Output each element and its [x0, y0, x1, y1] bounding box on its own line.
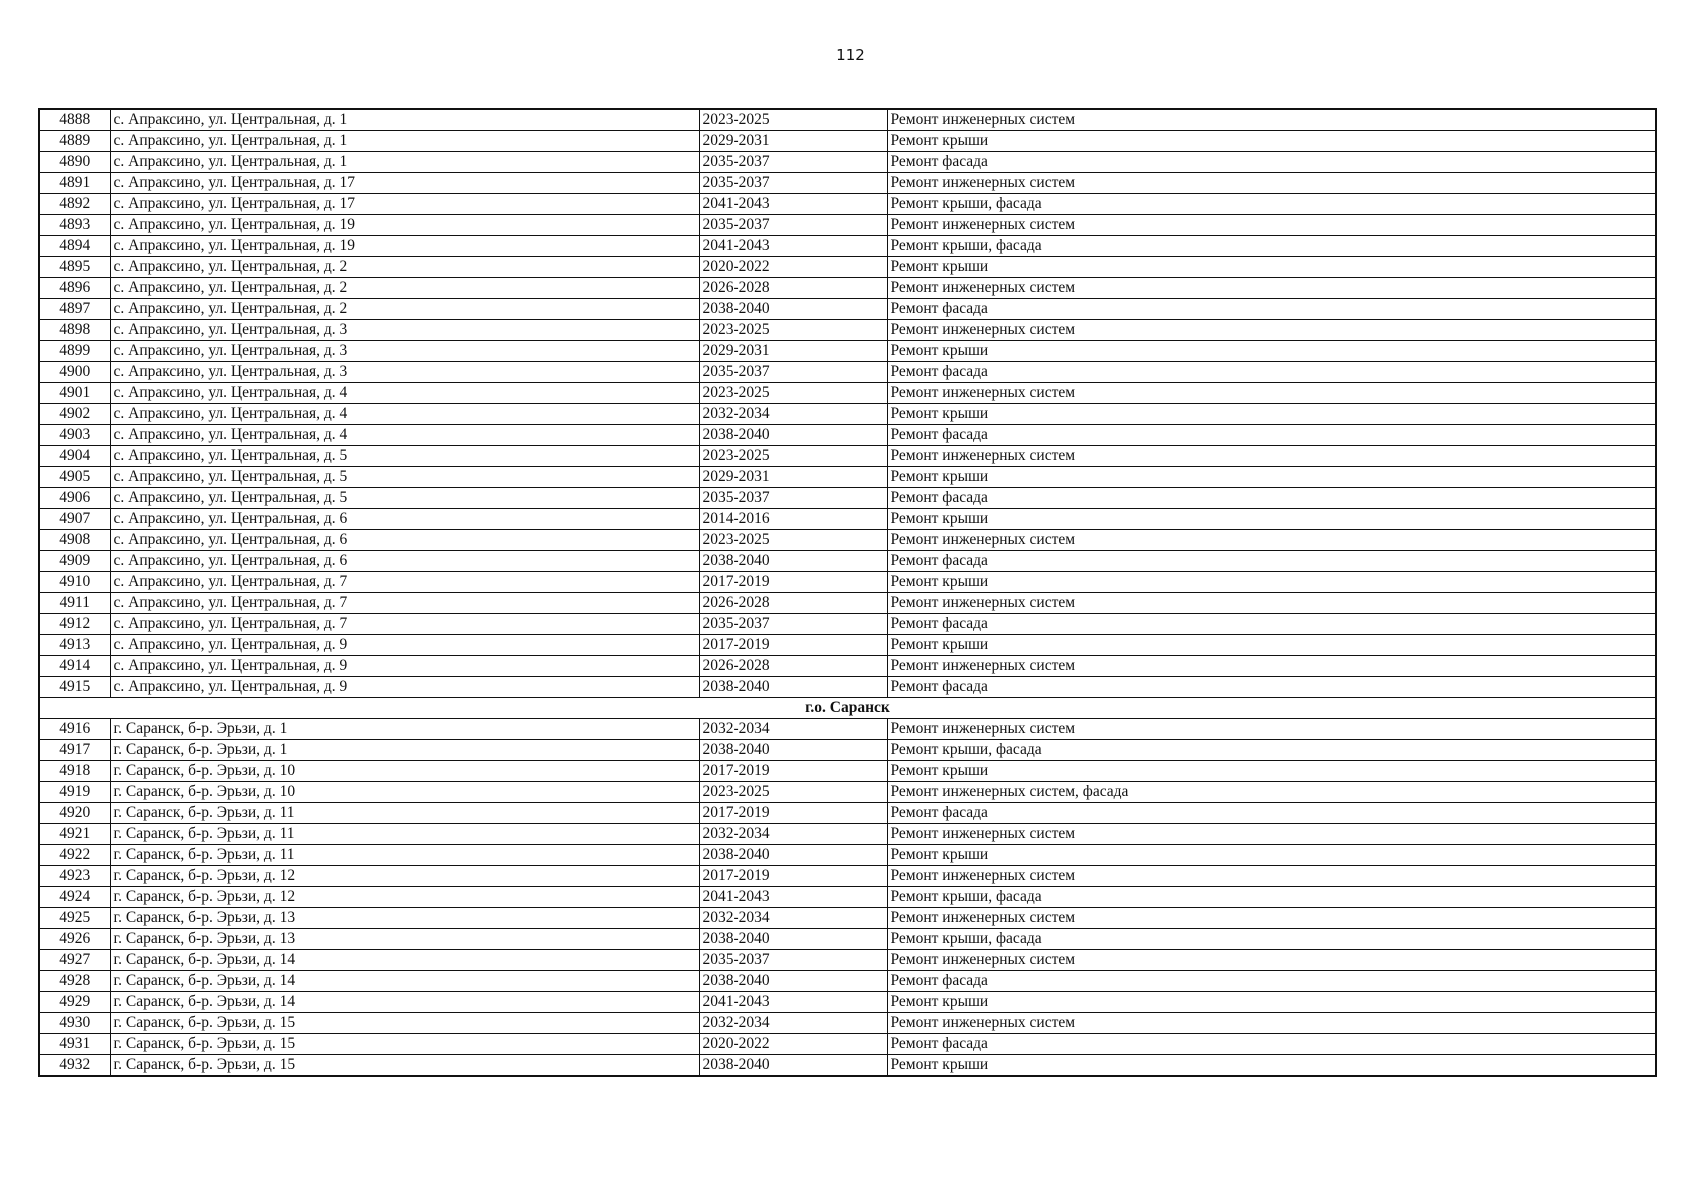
- work-type-cell: Ремонт крыши: [887, 404, 1656, 425]
- row-number-cell: 4908: [39, 530, 110, 551]
- address-cell: г. Саранск, б-р. Эрьзи, д. 14: [110, 971, 699, 992]
- table-row: [39, 299, 1656, 320]
- address-cell: г. Саранск, б-р. Эрьзи, д. 13: [110, 908, 699, 929]
- address-cell: с. Апраксино, ул. Центральная, д. 17: [110, 194, 699, 215]
- row-number-cell: 4889: [39, 131, 110, 152]
- period-cell: 2029-2031: [699, 467, 887, 488]
- row-number-cell: 4917: [39, 740, 110, 761]
- period-cell: 2041-2043: [699, 992, 887, 1013]
- table-row: [39, 635, 1656, 656]
- address-cell: г. Саранск, б-р. Эрьзи, д. 12: [110, 866, 699, 887]
- period-cell: 2038-2040: [699, 845, 887, 866]
- period-cell: 2035-2037: [699, 362, 887, 383]
- address-cell: с. Апраксино, ул. Центральная, д. 9: [110, 635, 699, 656]
- work-type-cell: Ремонт крыши: [887, 635, 1656, 656]
- table-row: [39, 530, 1656, 551]
- table-body: [39, 109, 1656, 1076]
- work-type-cell: Ремонт фасада: [887, 614, 1656, 635]
- work-type-cell: Ремонт крыши: [887, 992, 1656, 1013]
- table-row: [39, 488, 1656, 509]
- work-type-cell: Ремонт крыши: [887, 572, 1656, 593]
- table-row: [39, 152, 1656, 173]
- row-number-cell: 4894: [39, 236, 110, 257]
- table-row: [39, 992, 1656, 1013]
- row-number-cell: 4899: [39, 341, 110, 362]
- period-cell: 2020-2022: [699, 1034, 887, 1055]
- period-cell: 2026-2028: [699, 656, 887, 677]
- address-cell: г. Саранск, б-р. Эрьзи, д. 15: [110, 1013, 699, 1034]
- row-number-cell: 4892: [39, 194, 110, 215]
- capital-repair-table: [38, 108, 1657, 1077]
- row-number-cell: 4890: [39, 152, 110, 173]
- work-type-cell: Ремонт фасада: [887, 1034, 1656, 1055]
- row-number-cell: 4928: [39, 971, 110, 992]
- row-number-cell: 4930: [39, 1013, 110, 1034]
- row-number-cell: 4929: [39, 992, 110, 1013]
- period-cell: 2029-2031: [699, 341, 887, 362]
- address-cell: с. Апраксино, ул. Центральная, д. 4: [110, 404, 699, 425]
- address-cell: с. Апраксино, ул. Центральная, д. 7: [110, 572, 699, 593]
- table-row: [39, 614, 1656, 635]
- work-type-cell: Ремонт инженерных систем: [887, 719, 1656, 740]
- table-row: [39, 320, 1656, 341]
- address-cell: г. Саранск, б-р. Эрьзи, д. 15: [110, 1055, 699, 1077]
- table-row: [39, 109, 1656, 131]
- address-cell: с. Апраксино, ул. Центральная, д. 2: [110, 257, 699, 278]
- row-number-cell: 4912: [39, 614, 110, 635]
- row-number-cell: 4893: [39, 215, 110, 236]
- work-type-cell: Ремонт крыши, фасада: [887, 194, 1656, 215]
- period-cell: 2026-2028: [699, 593, 887, 614]
- period-cell: 2032-2034: [699, 824, 887, 845]
- period-cell: 2014-2016: [699, 509, 887, 530]
- address-cell: с. Апраксино, ул. Центральная, д. 4: [110, 383, 699, 404]
- work-type-cell: Ремонт инженерных систем: [887, 215, 1656, 236]
- address-cell: г. Саранск, б-р. Эрьзи, д. 14: [110, 950, 699, 971]
- table-row: [39, 278, 1656, 299]
- table-row: [39, 782, 1656, 803]
- row-number-cell: 4911: [39, 593, 110, 614]
- work-type-cell: Ремонт инженерных систем: [887, 109, 1656, 131]
- row-number-cell: 4927: [39, 950, 110, 971]
- row-number-cell: 4897: [39, 299, 110, 320]
- table-row: [39, 341, 1656, 362]
- address-cell: с. Апраксино, ул. Центральная, д. 5: [110, 488, 699, 509]
- row-number-cell: 4931: [39, 1034, 110, 1055]
- table-row: [39, 656, 1656, 677]
- work-type-cell: Ремонт крыши: [887, 1055, 1656, 1077]
- table-row: [39, 887, 1656, 908]
- address-cell: г. Саранск, б-р. Эрьзи, д. 11: [110, 845, 699, 866]
- table-row: [39, 866, 1656, 887]
- period-cell: 2017-2019: [699, 635, 887, 656]
- work-type-cell: Ремонт крыши, фасада: [887, 929, 1656, 950]
- work-type-cell: Ремонт фасада: [887, 677, 1656, 698]
- row-number-cell: 4900: [39, 362, 110, 383]
- row-number-cell: 4915: [39, 677, 110, 698]
- address-cell: с. Апраксино, ул. Центральная, д. 17: [110, 173, 699, 194]
- address-cell: с. Апраксино, ул. Центральная, д. 3: [110, 320, 699, 341]
- row-number-cell: 4918: [39, 761, 110, 782]
- address-cell: с. Апраксино, ул. Центральная, д. 9: [110, 656, 699, 677]
- row-number-cell: 4905: [39, 467, 110, 488]
- address-cell: с. Апраксино, ул. Центральная, д. 1: [110, 152, 699, 173]
- row-number-cell: 4910: [39, 572, 110, 593]
- row-number-cell: 4909: [39, 551, 110, 572]
- work-type-cell: Ремонт фасада: [887, 299, 1656, 320]
- address-cell: с. Апраксино, ул. Центральная, д. 2: [110, 299, 699, 320]
- work-type-cell: Ремонт фасада: [887, 362, 1656, 383]
- table-row: [39, 761, 1656, 782]
- period-cell: 2023-2025: [699, 383, 887, 404]
- row-number-cell: 4906: [39, 488, 110, 509]
- period-cell: 2032-2034: [699, 404, 887, 425]
- row-number-cell: 4913: [39, 635, 110, 656]
- period-cell: 2023-2025: [699, 446, 887, 467]
- period-cell: 2035-2037: [699, 488, 887, 509]
- row-number-cell: 4898: [39, 320, 110, 341]
- address-cell: с. Апраксино, ул. Центральная, д. 1: [110, 131, 699, 152]
- table-row: [39, 740, 1656, 761]
- period-cell: 2038-2040: [699, 929, 887, 950]
- row-number-cell: 4904: [39, 446, 110, 467]
- work-type-cell: Ремонт инженерных систем, фасада: [887, 782, 1656, 803]
- address-cell: г. Саранск, б-р. Эрьзи, д. 13: [110, 929, 699, 950]
- row-number-cell: 4888: [39, 109, 110, 131]
- period-cell: 2035-2037: [699, 614, 887, 635]
- table-row: [39, 719, 1656, 740]
- row-number-cell: 4907: [39, 509, 110, 530]
- table-row: [39, 593, 1656, 614]
- work-type-cell: Ремонт крыши: [887, 509, 1656, 530]
- section-title: г.о. Саранск: [39, 698, 1656, 719]
- address-cell: с. Апраксино, ул. Центральная, д. 1: [110, 109, 699, 131]
- page-number: 112: [836, 46, 865, 64]
- row-number-cell: 4896: [39, 278, 110, 299]
- period-cell: 2038-2040: [699, 740, 887, 761]
- address-cell: г. Саранск, б-р. Эрьзи, д. 1: [110, 740, 699, 761]
- table-row: [39, 425, 1656, 446]
- table-row: [39, 908, 1656, 929]
- work-type-cell: Ремонт инженерных систем: [887, 824, 1656, 845]
- address-cell: с. Апраксино, ул. Центральная, д. 7: [110, 593, 699, 614]
- work-type-cell: Ремонт крыши, фасада: [887, 740, 1656, 761]
- period-cell: 2038-2040: [699, 677, 887, 698]
- row-number-cell: 4902: [39, 404, 110, 425]
- work-type-cell: Ремонт крыши: [887, 257, 1656, 278]
- table-row: [39, 803, 1656, 824]
- work-type-cell: Ремонт инженерных систем: [887, 908, 1656, 929]
- row-number-cell: 4922: [39, 845, 110, 866]
- table-row: [39, 362, 1656, 383]
- table-row: [39, 194, 1656, 215]
- row-number-cell: 4925: [39, 908, 110, 929]
- address-cell: г. Саранск, б-р. Эрьзи, д. 15: [110, 1034, 699, 1055]
- work-type-cell: Ремонт фасада: [887, 152, 1656, 173]
- period-cell: 2035-2037: [699, 152, 887, 173]
- period-cell: 2023-2025: [699, 109, 887, 131]
- row-number-cell: 4916: [39, 719, 110, 740]
- period-cell: 2029-2031: [699, 131, 887, 152]
- work-type-cell: Ремонт крыши, фасада: [887, 887, 1656, 908]
- work-type-cell: Ремонт инженерных систем: [887, 320, 1656, 341]
- table-row: [39, 404, 1656, 425]
- row-number-cell: 4919: [39, 782, 110, 803]
- work-type-cell: Ремонт фасада: [887, 803, 1656, 824]
- period-cell: 2041-2043: [699, 887, 887, 908]
- period-cell: 2020-2022: [699, 257, 887, 278]
- period-cell: 2038-2040: [699, 1055, 887, 1077]
- work-type-cell: Ремонт инженерных систем: [887, 866, 1656, 887]
- address-cell: г. Саранск, б-р. Эрьзи, д. 12: [110, 887, 699, 908]
- address-cell: с. Апраксино, ул. Центральная, д. 7: [110, 614, 699, 635]
- work-type-cell: Ремонт крыши: [887, 467, 1656, 488]
- work-type-cell: Ремонт фасада: [887, 425, 1656, 446]
- period-cell: 2032-2034: [699, 908, 887, 929]
- table-row: [39, 971, 1656, 992]
- address-cell: г. Саранск, б-р. Эрьзи, д. 11: [110, 824, 699, 845]
- work-type-cell: Ремонт фасада: [887, 488, 1656, 509]
- period-cell: 2017-2019: [699, 803, 887, 824]
- work-type-cell: Ремонт крыши: [887, 341, 1656, 362]
- row-number-cell: 4891: [39, 173, 110, 194]
- period-cell: 2032-2034: [699, 1013, 887, 1034]
- table-row: [39, 551, 1656, 572]
- address-cell: с. Апраксино, ул. Центральная, д. 6: [110, 551, 699, 572]
- row-number-cell: 4920: [39, 803, 110, 824]
- period-cell: 2017-2019: [699, 866, 887, 887]
- address-cell: с. Апраксино, ул. Центральная, д. 19: [110, 215, 699, 236]
- address-cell: с. Апраксино, ул. Центральная, д. 5: [110, 467, 699, 488]
- period-cell: 2017-2019: [699, 572, 887, 593]
- work-type-cell: Ремонт инженерных систем: [887, 950, 1656, 971]
- row-number-cell: 4914: [39, 656, 110, 677]
- period-cell: 2041-2043: [699, 236, 887, 257]
- period-cell: 2023-2025: [699, 530, 887, 551]
- period-cell: 2038-2040: [699, 299, 887, 320]
- work-type-cell: Ремонт фасада: [887, 551, 1656, 572]
- table-row: [39, 1034, 1656, 1055]
- period-cell: 2026-2028: [699, 278, 887, 299]
- address-cell: г. Саранск, б-р. Эрьзи, д. 11: [110, 803, 699, 824]
- period-cell: 2038-2040: [699, 971, 887, 992]
- table-row: [39, 1055, 1656, 1077]
- row-number-cell: 4921: [39, 824, 110, 845]
- period-cell: 2038-2040: [699, 425, 887, 446]
- address-cell: с. Апраксино, ул. Центральная, д. 6: [110, 530, 699, 551]
- address-cell: с. Апраксино, ул. Центральная, д. 19: [110, 236, 699, 257]
- table-row: [39, 572, 1656, 593]
- table-row: [39, 215, 1656, 236]
- address-cell: с. Апраксино, ул. Центральная, д. 5: [110, 446, 699, 467]
- work-type-cell: Ремонт фасада: [887, 971, 1656, 992]
- address-cell: с. Апраксино, ул. Центральная, д. 6: [110, 509, 699, 530]
- table-row: [39, 446, 1656, 467]
- period-cell: 2017-2019: [699, 761, 887, 782]
- row-number-cell: 4901: [39, 383, 110, 404]
- address-cell: г. Саранск, б-р. Эрьзи, д. 10: [110, 761, 699, 782]
- period-cell: 2023-2025: [699, 782, 887, 803]
- period-cell: 2041-2043: [699, 194, 887, 215]
- work-type-cell: Ремонт крыши: [887, 131, 1656, 152]
- table-row: [39, 467, 1656, 488]
- table-row: [39, 509, 1656, 530]
- address-cell: с. Апраксино, ул. Центральная, д. 9: [110, 677, 699, 698]
- work-type-cell: Ремонт крыши: [887, 845, 1656, 866]
- address-cell: с. Апраксино, ул. Центральная, д. 3: [110, 341, 699, 362]
- work-type-cell: Ремонт инженерных систем: [887, 656, 1656, 677]
- table-row: [39, 383, 1656, 404]
- address-cell: с. Апраксино, ул. Центральная, д. 2: [110, 278, 699, 299]
- work-type-cell: Ремонт крыши, фасада: [887, 236, 1656, 257]
- work-type-cell: Ремонт инженерных систем: [887, 383, 1656, 404]
- work-type-cell: Ремонт инженерных систем: [887, 278, 1656, 299]
- work-type-cell: Ремонт инженерных систем: [887, 530, 1656, 551]
- address-cell: г. Саранск, б-р. Эрьзи, д. 10: [110, 782, 699, 803]
- work-type-cell: Ремонт инженерных систем: [887, 173, 1656, 194]
- work-type-cell: Ремонт инженерных систем: [887, 1013, 1656, 1034]
- table-row: [39, 929, 1656, 950]
- work-type-cell: Ремонт крыши: [887, 761, 1656, 782]
- table-row: [39, 236, 1656, 257]
- period-cell: 2035-2037: [699, 950, 887, 971]
- row-number-cell: 4924: [39, 887, 110, 908]
- period-cell: 2035-2037: [699, 215, 887, 236]
- period-cell: 2035-2037: [699, 173, 887, 194]
- table-row: [39, 173, 1656, 194]
- period-cell: 2038-2040: [699, 551, 887, 572]
- address-cell: с. Апраксино, ул. Центральная, д. 3: [110, 362, 699, 383]
- address-cell: г. Саранск, б-р. Эрьзи, д. 1: [110, 719, 699, 740]
- row-number-cell: 4926: [39, 929, 110, 950]
- table-row: [39, 257, 1656, 278]
- table-row: [39, 950, 1656, 971]
- row-number-cell: 4923: [39, 866, 110, 887]
- table-row: [39, 677, 1656, 698]
- row-number-cell: 4895: [39, 257, 110, 278]
- work-type-cell: Ремонт инженерных систем: [887, 446, 1656, 467]
- section-header-row: [39, 698, 1656, 719]
- work-type-cell: Ремонт инженерных систем: [887, 593, 1656, 614]
- period-cell: 2032-2034: [699, 719, 887, 740]
- table-row: [39, 824, 1656, 845]
- table-row: [39, 1013, 1656, 1034]
- table-row: [39, 845, 1656, 866]
- table-row: [39, 131, 1656, 152]
- address-cell: с. Апраксино, ул. Центральная, д. 4: [110, 425, 699, 446]
- row-number-cell: 4932: [39, 1055, 110, 1077]
- row-number-cell: 4903: [39, 425, 110, 446]
- period-cell: 2023-2025: [699, 320, 887, 341]
- address-cell: г. Саранск, б-р. Эрьзи, д. 14: [110, 992, 699, 1013]
